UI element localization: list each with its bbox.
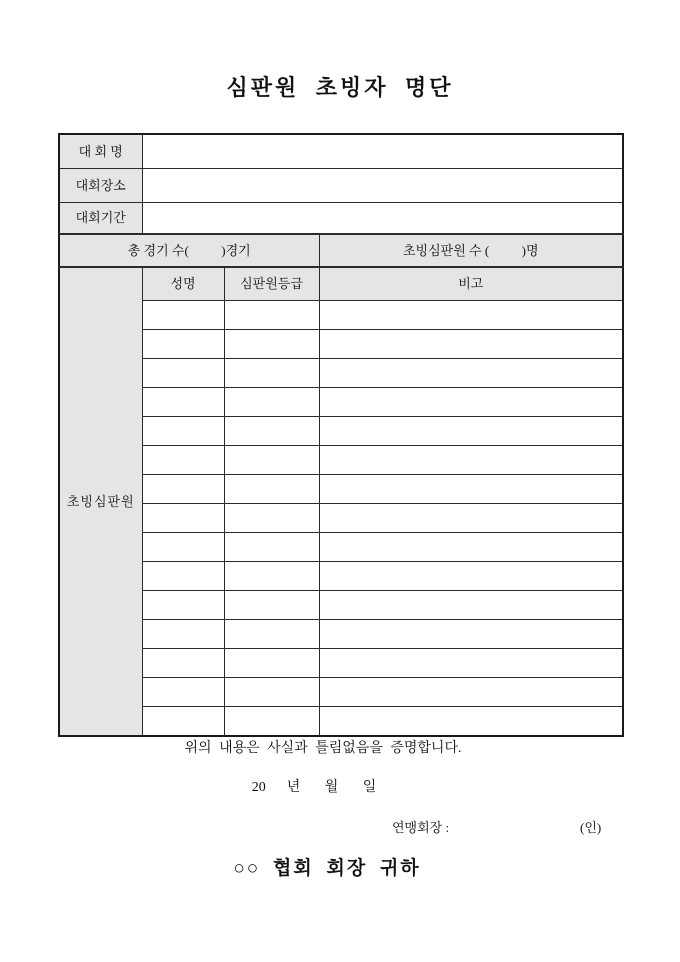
signer-label: 연맹회장 : bbox=[392, 820, 450, 835]
referee-row bbox=[59, 620, 623, 649]
referee-row bbox=[59, 446, 623, 475]
referee-name-cell bbox=[142, 620, 224, 649]
referee-grade-cell bbox=[224, 417, 319, 446]
referee-section-label: 초빙심판원 bbox=[59, 267, 142, 736]
column-header-name: 성명 bbox=[142, 267, 224, 301]
referee-name-cell bbox=[142, 359, 224, 388]
referee-row bbox=[59, 504, 623, 533]
referee-row bbox=[59, 359, 623, 388]
referee-note-cell bbox=[319, 678, 623, 707]
date-line: 20 년 월 일 bbox=[251, 780, 377, 795]
referee-grade-cell bbox=[224, 359, 319, 388]
referee-row bbox=[59, 533, 623, 562]
referee-name-cell bbox=[142, 475, 224, 504]
row-counts bbox=[59, 234, 623, 267]
referee-note-cell bbox=[319, 649, 623, 678]
referee-note-cell bbox=[319, 301, 623, 330]
referee-grade-cell bbox=[224, 678, 319, 707]
referee-note-cell bbox=[319, 533, 623, 562]
referee-grade-cell bbox=[224, 533, 319, 562]
row-competition-venue bbox=[59, 169, 623, 203]
referee-form-table bbox=[58, 133, 624, 737]
referee-grade-cell bbox=[224, 475, 319, 504]
referee-row bbox=[59, 301, 623, 330]
row-column-headers bbox=[59, 267, 623, 301]
referee-name-cell bbox=[142, 446, 224, 475]
referee-note-cell bbox=[319, 359, 623, 388]
seal-placeholder: (인) bbox=[580, 820, 602, 835]
row-competition-name bbox=[59, 134, 623, 169]
referee-name-cell bbox=[142, 649, 224, 678]
referee-note-cell bbox=[319, 417, 623, 446]
referee-name-cell bbox=[142, 388, 224, 417]
form-title: 심판원 초빙자 명단 bbox=[226, 75, 454, 100]
referee-name-cell bbox=[142, 330, 224, 359]
referee-name-cell bbox=[142, 707, 224, 737]
referee-row bbox=[59, 678, 623, 707]
recipient-line: ○○ 협회 회장 귀하 bbox=[233, 858, 421, 879]
referee-grade-cell bbox=[224, 707, 319, 737]
referee-name-cell bbox=[142, 504, 224, 533]
referee-name-cell bbox=[142, 562, 224, 591]
referee-grade-cell bbox=[224, 388, 319, 417]
referee-note-cell bbox=[319, 446, 623, 475]
referee-name-cell bbox=[142, 533, 224, 562]
referee-row bbox=[59, 417, 623, 446]
competition-venue-value-cell bbox=[142, 169, 623, 203]
referee-row bbox=[59, 707, 623, 737]
referee-note-cell bbox=[319, 591, 623, 620]
competition-period-value-cell bbox=[142, 203, 623, 235]
referee-grade-cell bbox=[224, 649, 319, 678]
competition-name-value-cell bbox=[142, 134, 623, 169]
referee-note-cell bbox=[319, 562, 623, 591]
referee-note-cell bbox=[319, 504, 623, 533]
referee-note-cell bbox=[319, 475, 623, 504]
referee-grade-cell bbox=[224, 301, 319, 330]
certification-statement: 위의 내용은 사실과 틀림없음을 증명합니다. bbox=[184, 741, 462, 756]
competition-venue-label: 대회장소 bbox=[59, 169, 142, 203]
column-header-note: 비고 bbox=[319, 267, 623, 301]
referee-grade-cell bbox=[224, 591, 319, 620]
referee-row bbox=[59, 649, 623, 678]
referee-row bbox=[59, 591, 623, 620]
referee-note-cell bbox=[319, 330, 623, 359]
referee-name-cell bbox=[142, 417, 224, 446]
referee-note-cell bbox=[319, 620, 623, 649]
referee-name-cell bbox=[142, 301, 224, 330]
referee-grade-cell bbox=[224, 330, 319, 359]
referee-grade-cell bbox=[224, 504, 319, 533]
referee-row bbox=[59, 475, 623, 504]
referee-grade-cell bbox=[224, 446, 319, 475]
form-table-body bbox=[59, 134, 623, 736]
referee-row bbox=[59, 330, 623, 359]
referee-name-cell bbox=[142, 678, 224, 707]
referee-note-cell bbox=[319, 707, 623, 737]
competition-period-label: 대회기간 bbox=[59, 203, 142, 235]
invited-referee-count-cell: 초빙심판원 수 ( )명 bbox=[319, 234, 623, 267]
referee-row bbox=[59, 562, 623, 591]
competition-name-label: 대 회 명 bbox=[59, 134, 142, 169]
referee-note-cell bbox=[319, 388, 623, 417]
referee-row bbox=[59, 388, 623, 417]
referee-grade-cell bbox=[224, 562, 319, 591]
referee-name-cell bbox=[142, 591, 224, 620]
row-competition-period bbox=[59, 203, 623, 235]
referee-grade-cell bbox=[224, 620, 319, 649]
column-header-grade: 심판원등급 bbox=[224, 267, 319, 301]
total-games-count-cell: 총 경기 수( )경기 bbox=[59, 234, 319, 267]
